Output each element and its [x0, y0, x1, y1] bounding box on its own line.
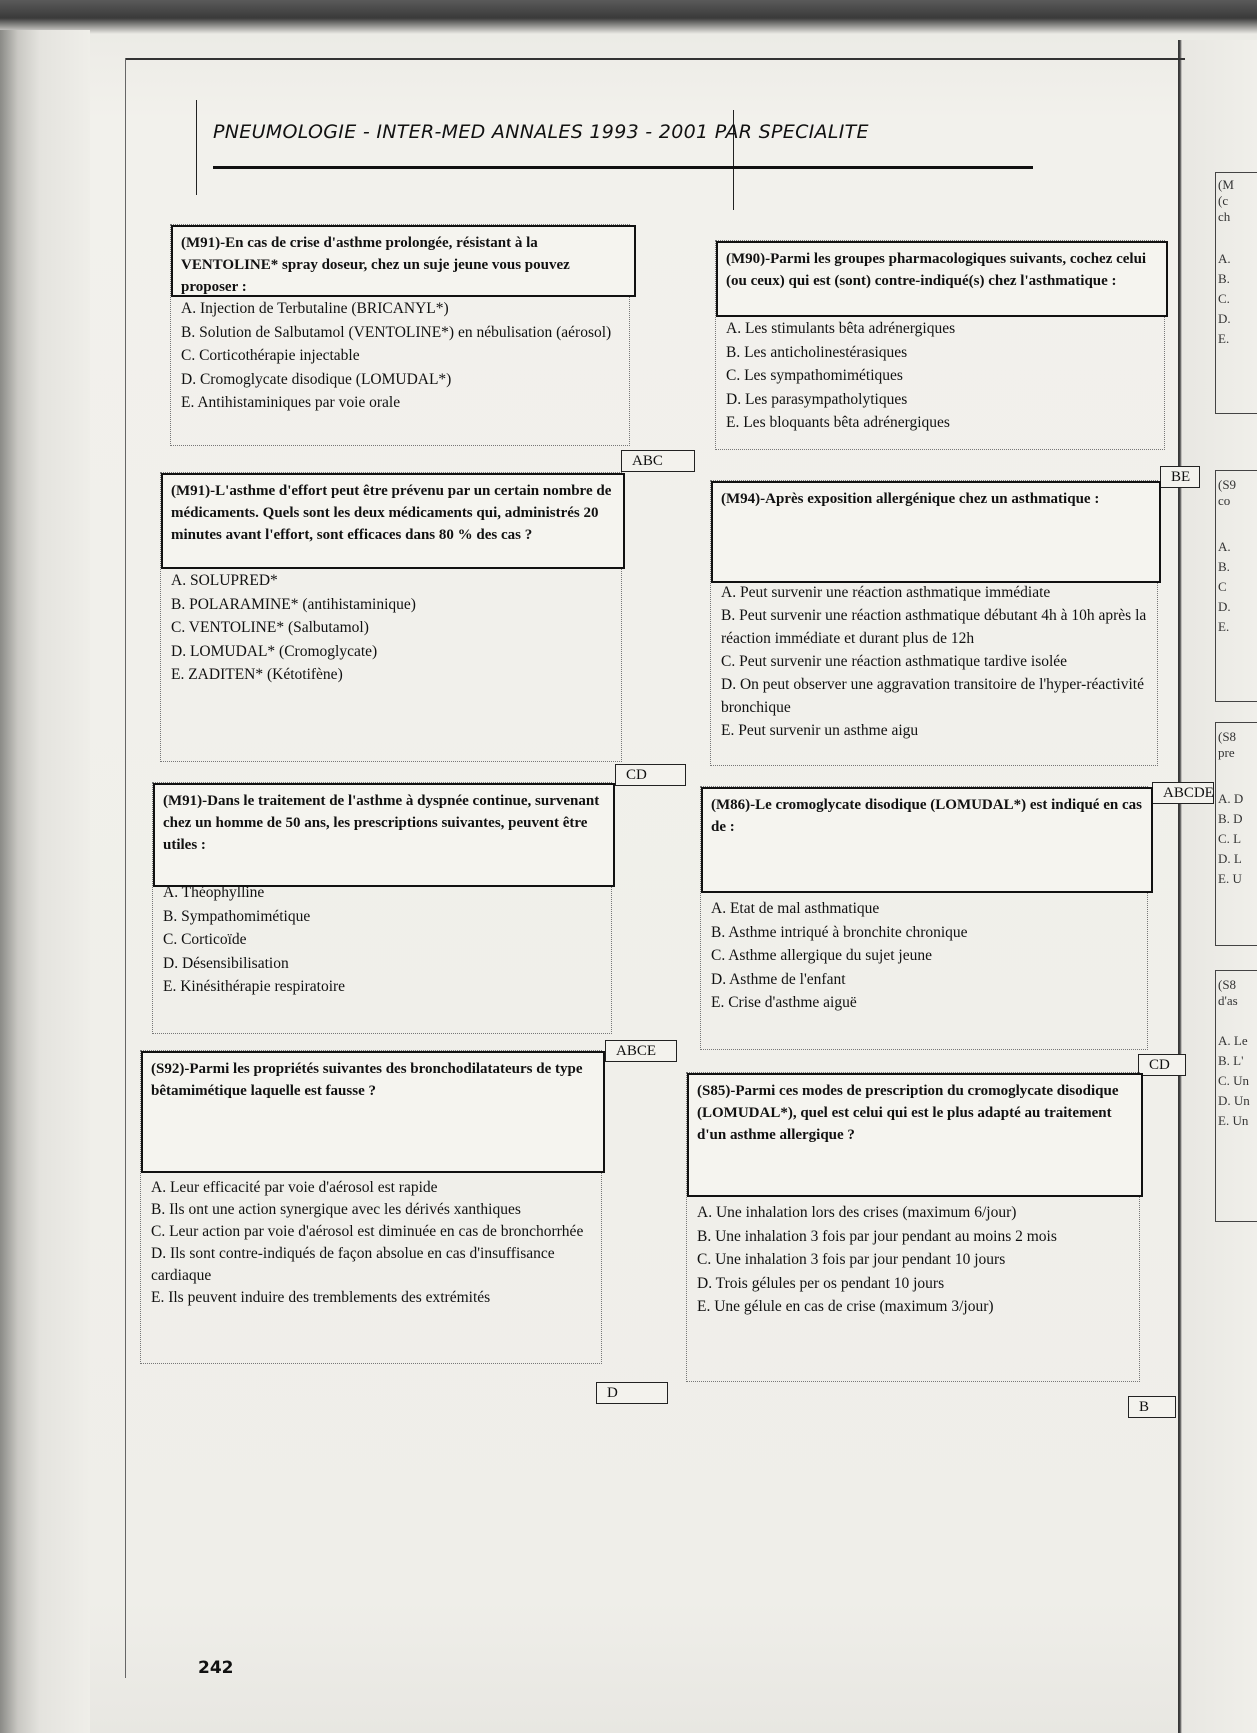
page-number: 242 [198, 1658, 234, 1678]
fragment-line: E. [1218, 619, 1230, 634]
page-frame-left [125, 58, 126, 1678]
option: B. Asthme intriqué à bronchite chronique [711, 923, 968, 941]
next-page-fragment [1215, 172, 1257, 414]
answer-options [697, 1201, 1137, 1319]
question-card [715, 240, 1165, 450]
fragment-line: D. L [1218, 851, 1242, 866]
answer-key: ABCE [605, 1040, 677, 1062]
answer-options [726, 317, 1162, 435]
answer-options [163, 881, 611, 999]
question-stem: (M91)-L'asthme d'effort peut être prévenu par un certain nombre de médicaments. Quels sont les deux médicaments qui, administrés 20 minutes avant l'effort, sont efficaces dans 80 % des cas ? [161, 473, 625, 569]
option: E. Antihistaminiques par voie orale [181, 394, 401, 411]
fragment-line: D. Un [1218, 1093, 1250, 1108]
option: D. Les parasympatholytiques [726, 390, 908, 408]
fragment-line: (M [1218, 177, 1234, 192]
question-stem: (S92)-Parmi les propriétés suivantes des bronchodilatateurs de type bêtamimétique laquelle est fausse ? [141, 1051, 605, 1173]
answer-options [151, 1177, 601, 1309]
question-stem: (M91)-Dans le traitement de l'asthme à dyspnée continue, survenant chez un homme de 50 ans, les prescriptions suivantes, peuvent être utiles : [153, 783, 615, 887]
option: E. ZADITEN* (Kétotifène) [171, 666, 343, 683]
option: A. Peut survenir une réaction asthmatique immédiate [721, 584, 1051, 601]
fragment-line: (c [1218, 193, 1229, 208]
answer-key: ABC [621, 450, 695, 472]
fragment-line: E. [1218, 331, 1230, 346]
answer-options [721, 581, 1155, 742]
option: D. Trois gélules per os pendant 10 jours [697, 1274, 945, 1292]
option: E. Les bloquants bêta adrénergiques [726, 414, 950, 431]
fragment-line: C [1218, 579, 1227, 594]
next-page-fragment [1215, 722, 1257, 946]
option: D. On peut observer une aggravation transitoire de l'hyper-réactivité bronchique [721, 676, 1144, 716]
question-stem: (M86)-Le cromoglycate disodique (LOMUDAL*) est indiqué en cas de : [701, 787, 1153, 893]
option: A. Etat de mal asthmatique [711, 900, 880, 917]
option: B. Les anticholinestérasiques [726, 343, 908, 361]
fragment-line: C. [1218, 291, 1230, 306]
fragment-line: E. Un [1218, 1113, 1249, 1128]
question-card [152, 782, 612, 1034]
question-stem: (M94)-Après exposition allergénique chez un asthmatique : [711, 481, 1161, 583]
answer-options [711, 897, 1145, 1015]
header-rule [213, 166, 1033, 169]
option: B. Solution de Salbutamol (VENTOLINE*) en nébulisation (aérosol) [181, 323, 612, 341]
option: C. Leur action par voie d'aérosol est diminuée en cas de bronchorrhée [151, 1223, 584, 1240]
question-stem: (S85)-Parmi ces modes de prescription du cromoglycate disodique (LOMUDAL*), quel est celui qui est le plus adapté au traitement d'un asthme allergique ? [687, 1073, 1143, 1197]
fragment-line: B. L' [1218, 1053, 1244, 1068]
option: A. SOLUPRED* [171, 572, 278, 589]
next-page-fragment [1215, 470, 1257, 702]
question-card [170, 224, 630, 446]
option: E. Ils peuvent induire des tremblements des extrémités [151, 1289, 491, 1306]
question-card [700, 786, 1148, 1050]
fragment-line: A. D [1218, 791, 1244, 806]
option: C. Peut survenir une réaction asthmatique tardive isolée [721, 653, 1068, 670]
page-header-title: PNEUMOLOGIE - INTER-MED ANNALES 1993 - 2001 PAR SPECIALITE [213, 121, 869, 143]
fragment-line: (S8 [1218, 729, 1237, 744]
option: A. Injection de Terbutaline (BRICANYL*) [181, 300, 449, 317]
question-stem: (M91)-En cas de crise d'asthme prolongée, résistant à la VENTOLINE* spray doseur, chez un suje jeune vous pouvez proposer : [171, 225, 636, 297]
option: E. Une gélule en cas de crise (maximum 3/jour) [697, 1298, 994, 1315]
fragment-line: C. Un [1218, 1073, 1250, 1088]
option: E. Crise d'asthme aiguë [711, 994, 857, 1011]
fragment-line: B. [1218, 559, 1230, 574]
option: B. Sympathomimétique [163, 907, 311, 925]
fragment-line: A. Le [1218, 1033, 1248, 1048]
question-card [686, 1072, 1140, 1382]
option: D. Cromoglycate disodique (LOMUDAL*) [181, 370, 452, 388]
fragment-line: (S9 [1218, 477, 1237, 492]
answer-options [171, 569, 619, 687]
option: D. Désensibilisation [163, 954, 289, 972]
option: C. Corticothérapie injectable [181, 347, 360, 364]
option: C. VENTOLINE* (Salbutamol) [171, 619, 369, 636]
option: A. Leur efficacité par voie d'aérosol est rapide [151, 1179, 438, 1196]
question-card [160, 472, 622, 762]
page-frame-top [125, 58, 1185, 60]
option: E. Peut survenir un asthme aigu [721, 722, 919, 739]
option: E. Kinésithérapie respiratoire [163, 978, 346, 995]
option: C. Une inhalation 3 fois par jour pendant 10 jours [697, 1251, 1006, 1268]
fragment-line: A. [1218, 539, 1231, 554]
option: D. Ils sont contre-indiqués de façon absolue en cas d'insuffisance cardiaque [151, 1245, 555, 1284]
fragment-line: D. [1218, 599, 1231, 614]
fragment-line: co [1218, 493, 1231, 508]
answer-key: BE [1160, 466, 1200, 488]
option: B. Peut survenir une réaction asthmatique débutant 4h à 10h après la réaction immédiate et durant plus de 12h [721, 607, 1147, 647]
fragment-line: ch [1218, 209, 1231, 224]
fragment-line: E. U [1218, 871, 1242, 886]
option: D. Asthme de l'enfant [711, 970, 846, 988]
answer-key: ABCDE [1152, 782, 1214, 804]
answer-key: CD [615, 764, 686, 786]
option: D. LOMUDAL* (Cromoglycate) [171, 642, 378, 660]
fragment-line: A. [1218, 251, 1231, 266]
header-mark [196, 100, 197, 195]
option: C. Asthme allergique du sujet jeune [711, 947, 932, 964]
option: B. Une inhalation 3 fois par jour pendant au moins 2 mois [697, 1227, 1057, 1245]
option: C. Corticoïde [163, 931, 247, 948]
option: A. Théophylline [163, 884, 265, 901]
answer-key: CD [1138, 1054, 1186, 1076]
fragment-line: d'as [1218, 993, 1238, 1008]
option: B. Ils ont une action synergique avec les dérivés xanthiques [151, 1201, 521, 1218]
answer-key: D [596, 1382, 668, 1404]
answer-options [181, 297, 629, 415]
book-spine-shadow [0, 30, 90, 1733]
option: A. Les stimulants bêta adrénergiques [726, 320, 956, 337]
fragment-line: D. [1218, 311, 1231, 326]
fragment-line: B. [1218, 271, 1230, 286]
question-stem: (M90)-Parmi les groupes pharmacologiques suivants, cochez celui (ou ceux) qui est (sont) contre-indiqué(s) chez l'asthmatique : [716, 241, 1168, 317]
fragment-line: B. D [1218, 811, 1243, 826]
option: C. Les sympathomimétiques [726, 367, 903, 384]
next-page-fragment [1215, 970, 1257, 1222]
question-card [710, 480, 1158, 766]
answer-key: B [1128, 1396, 1176, 1418]
option: B. POLARAMINE* (antihistaminique) [171, 595, 416, 613]
fragment-line: pre [1218, 745, 1235, 760]
fragment-line: (S8 [1218, 977, 1237, 992]
question-card [140, 1050, 602, 1364]
fragment-line: C. L [1218, 831, 1242, 846]
option: A. Une inhalation lors des crises (maximum 6/jour) [697, 1204, 1017, 1221]
